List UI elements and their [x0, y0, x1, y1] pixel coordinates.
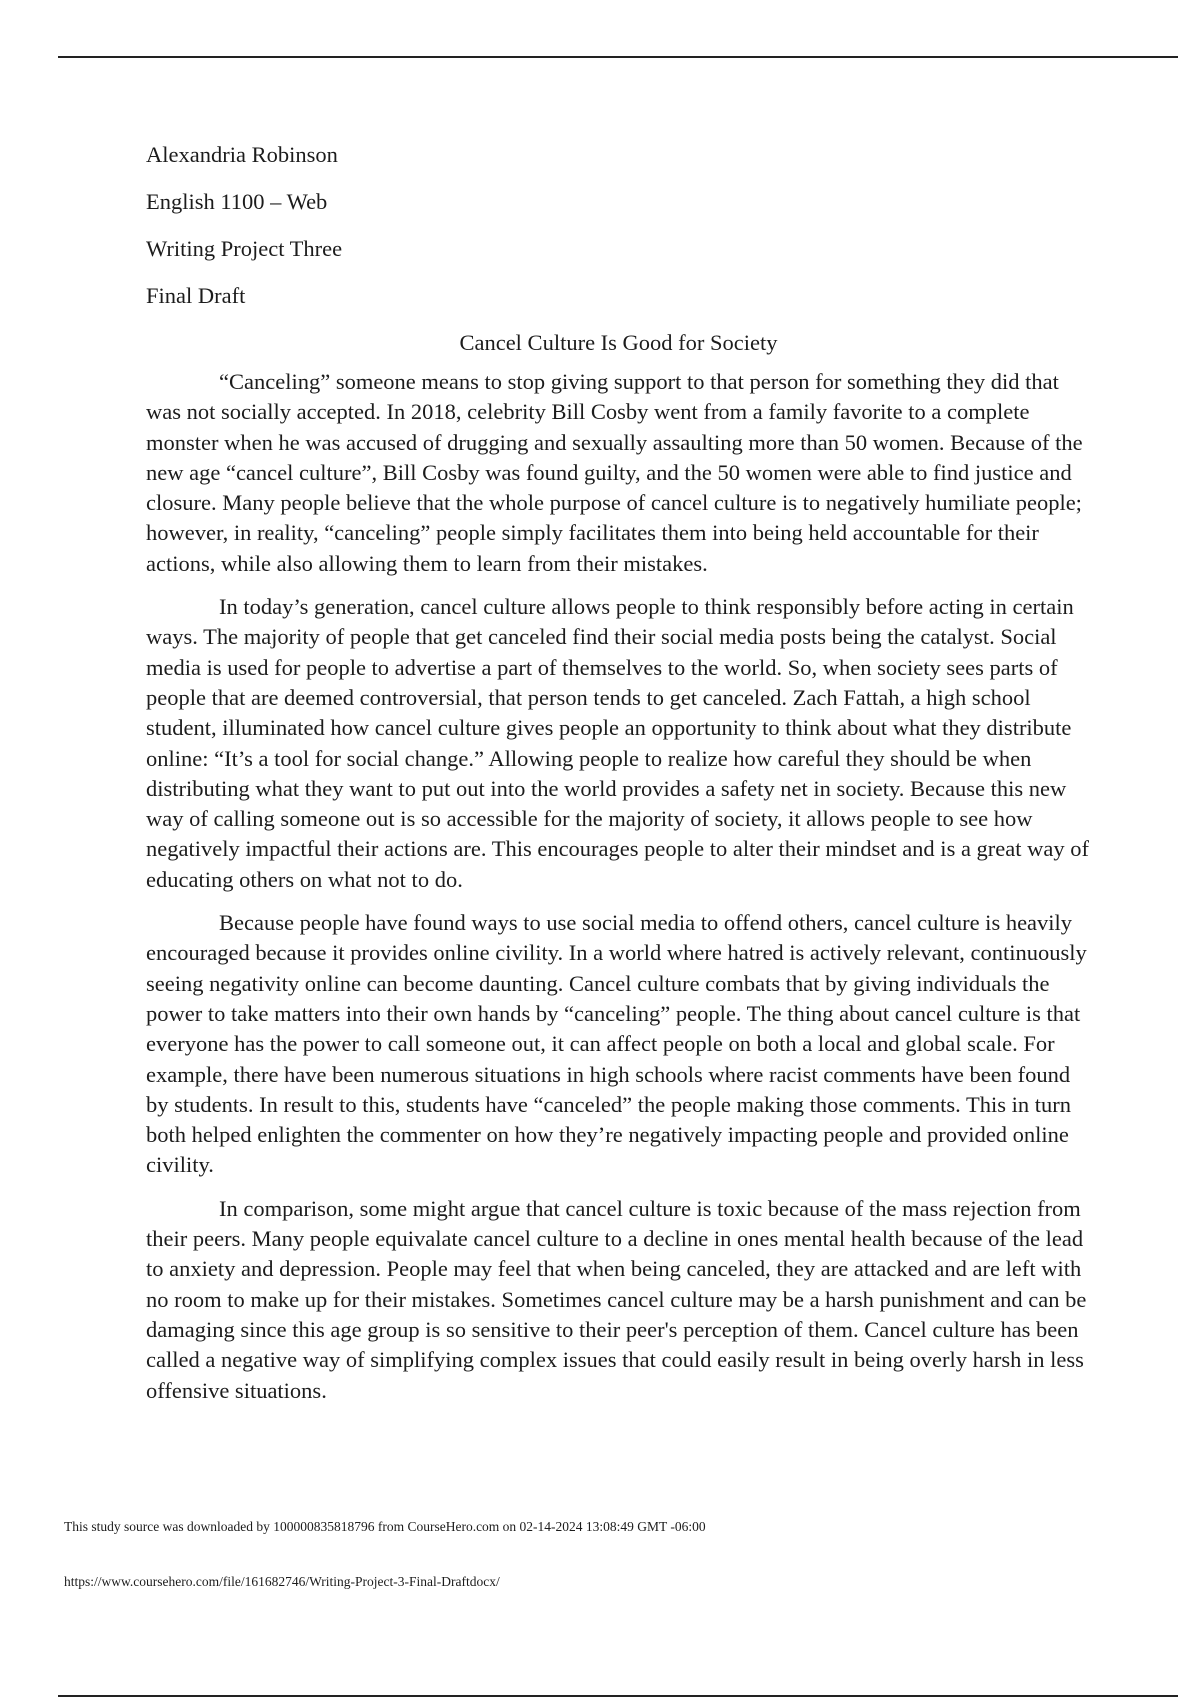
document-page [146, 143, 1091, 1419]
source-notice: This study source was downloaded by 100000835818796 from CourseHero.com on 02-14-2024 13:08:49 GMT -06:00 [64, 1519, 706, 1534]
paragraph-2: In today’s generation, cancel culture allows people to think responsibly before acting in certain ways. The majority of people that get canceled find their social media posts being the catalyst. Social media is used for people to advertise a part of themselves to the world. So, when society sees parts of people that are deemed controversial, that person tends to get canceled. Zach Fattah, a high school student, illuminated how cancel culture gives people an opportunity to think about what they distribute online: “It’s a tool for social change.” Allowing people to realize how careful they should be when distributing what they want to put out into the world provides a safety net in society. Because this new way of calling someone out is so accessible for the majority of society, it allows people to see how negatively impactful their actions are. This encourages people to alter their mindset and is a great way of educating others on what not to do. [146, 594, 1090, 892]
bottom-rule [58, 1695, 1178, 1697]
course-name: English 1100 – Web [146, 189, 328, 214]
top-rule [58, 56, 1178, 58]
assignment-name: Writing Project Three [146, 236, 343, 261]
author-name: Alexandria Robinson [146, 142, 338, 167]
draft-label: Final Draft [146, 283, 246, 308]
source-url[interactable]: https://www.coursehero.com/file/161682746/Writing-Project-3-Final-Draftdocx/ [64, 1574, 500, 1589]
paragraph-1: “Canceling” someone means to stop giving support to that person for something they did that was not socially accepted. In 2018, celebrity Bill Cosby went from a family favorite to a complete monster when he was accused of drugging and sexually assaulting more than 50 women. Because of the new age “cancel culture”, Bill Cosby was found guilty, and the 50 women were able to find justice and closure. Many people believe that the whole purpose of cancel culture is to negatively humiliate people; however, in reality, “canceling” people simply facilitates them into being held accountable for their actions, while also allowing them to learn from their mistakes. [146, 369, 1083, 576]
paragraph-4: In comparison, some might argue that cancel culture is toxic because of the mass rejection from their peers. Many people equivalate cancel culture to a decline in ones mental health because of the lead to anxiety and depression. People may feel that when being canceled, they are attacked and are left with no room to make up for their mistakes. Sometimes cancel culture may be a harsh punishment and can be damaging since this age group is so sensitive to their peer's perception of them. Cancel culture has been called a negative way of simplifying complex issues that could easily result in being overly harsh in less offensive situations. [146, 1195, 1087, 1403]
essay-title: Cancel Culture Is Good for Society [459, 330, 778, 355]
paragraph-3: Because people have found ways to use social media to offend others, cancel culture is heavily encouraged because it provides online civility. In a world where hatred is actively relevant, continuously seeing negativity online can become daunting. Cancel culture combats that by giving individuals the power to take matters into their own hands by “canceling” people. The thing about cancel culture is that everyone has the power to call someone out, it can affect people on both a local and global scale. For example, there have been numerous situations in high schools where racist comments have been found by students. In result to this, students have “canceled” the people making those comments. This in turn both helped enlighten the commenter on how they’re negatively impacting people and provided online civility. [146, 910, 1087, 1178]
